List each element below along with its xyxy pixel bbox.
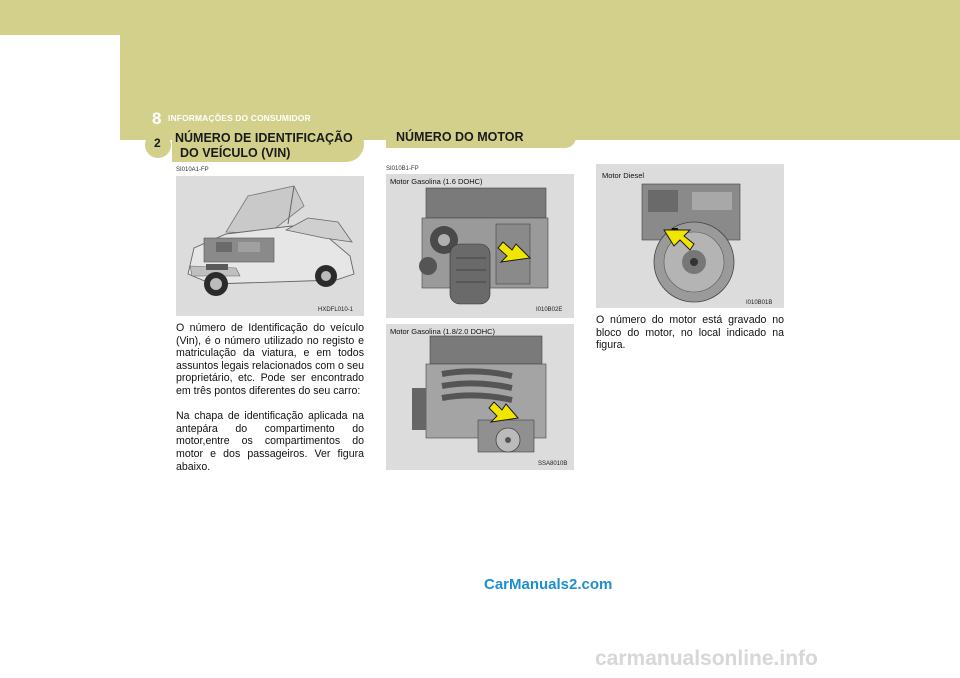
- engine-16-illustration: [386, 174, 574, 318]
- engine-figure-16: [386, 174, 574, 318]
- car-figure: [176, 176, 364, 316]
- watermark-left[interactable]: CarManuals2.com: [484, 576, 613, 593]
- engine-diesel-label: Motor Diesel: [602, 171, 645, 180]
- watermark-right[interactable]: carmanualsonline.info: [595, 647, 818, 670]
- engine-section-code: SI010B1-FP: [386, 166, 419, 172]
- chapter-number: 8: [152, 109, 162, 128]
- engine-18-20-code: SSA8010B: [538, 461, 568, 467]
- car-hood-open-illustration: [176, 176, 364, 316]
- engine-16-code: I010B02E: [536, 307, 563, 313]
- vin-paragraph-2: Na chapa de identificação aplicada na antepára do compartimento do motor,entre os compartimentos do motor e dos passageiros. Ver figura abaixo.: [176, 410, 364, 473]
- vin-section-tab: [172, 126, 364, 162]
- header-band-cutout: [0, 35, 120, 140]
- engine-diesel-illustration: [596, 164, 784, 308]
- engine-paragraph: O número do motor está gravado no bloco do motor, no local indicado na figura.: [596, 314, 784, 352]
- engine-18-20-illustration: [386, 324, 574, 470]
- engine-figure-diesel: [596, 164, 784, 308]
- vin-title-line1: NÚMERO DE IDENTIFICAÇÃO: [175, 131, 353, 145]
- engine-16-label: Motor Gasolina (1.6 DOHC): [390, 177, 483, 186]
- engine-figure-18-20: [386, 324, 574, 470]
- engine-section-tab: [386, 126, 576, 148]
- chapter-title: INFORMAÇÕES DO CONSUMIDOR: [168, 113, 311, 123]
- vin-section-code: SI010A1-FP: [176, 167, 209, 173]
- engine-title: NÚMERO DO MOTOR: [396, 130, 524, 144]
- car-figure-code: HXDFL010-1: [318, 307, 354, 313]
- engine-diesel-code: I010B01B: [746, 300, 773, 306]
- vin-body: [176, 322, 364, 486]
- vin-paragraph-1: O número de Identificação do veículo (Vin), é o número utilizado no registo e matriculação da viatura, e em todos assuntos legais relacionados com o seu proprietário, etc. Pode ser encontrado em três pontos diferentes do seu carro:: [176, 322, 364, 397]
- engine-18-20-label: Motor Gasolina (1.8/2.0 DOHC): [390, 327, 496, 336]
- page-number: 2: [154, 136, 161, 150]
- vin-title-line2: DO VEÍCULO (VIN): [180, 146, 291, 160]
- header-band: [0, 0, 960, 140]
- engine-body: [596, 314, 784, 364]
